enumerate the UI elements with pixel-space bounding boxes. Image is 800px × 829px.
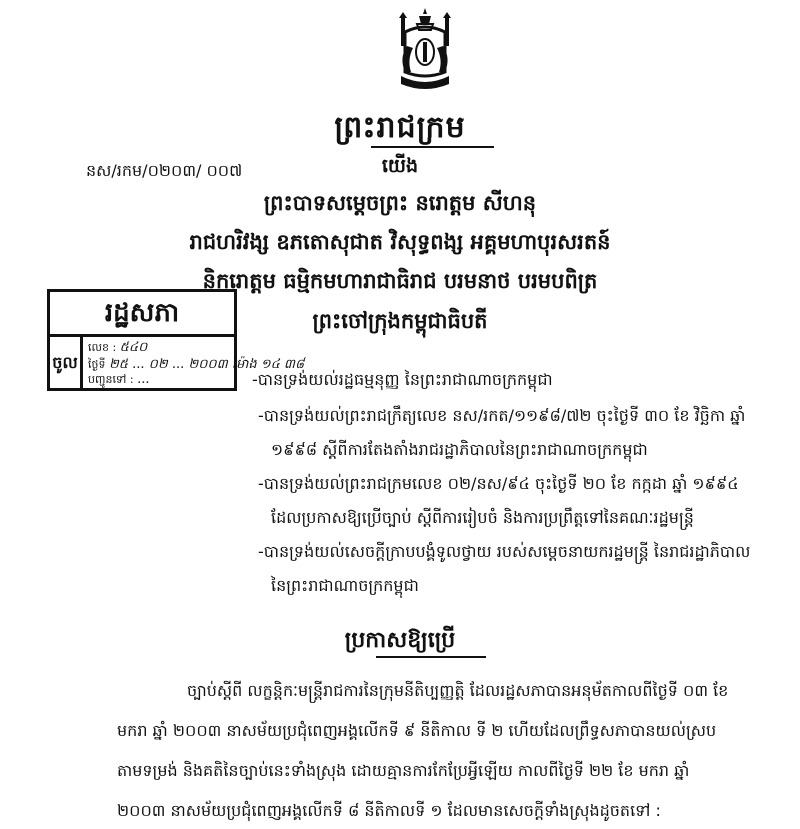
royal-titles-line-2: និករោត្ដម ធម្មិកមហារាជាធិរាជ បរមនាថ បរមបពិត្រ <box>202 269 598 293</box>
body-line-2: មករា ឆ្នាំ ២០០៣ នាសម័យប្រជុំពេញអង្គលើកទី ៩ នីតិកាល ទី ២ ហើយដែលព្រឹទ្ធសភាបានយល់ស្រប <box>117 721 717 740</box>
proclaim-heading: ប្រកាសឱ្យប្រើ <box>344 628 456 653</box>
stamp-row-number-value: ៥៤០ <box>119 340 148 355</box>
decree-we: យើង <box>381 155 419 177</box>
clause-4-cont: នៃព្រះរាជាណាចក្រកម្ពុជា <box>271 576 419 595</box>
clause-2: -បានទ្រង់យល់ព្រះរាជក្រឹត្យលេខ នស/រកត/១១៩៨/៧២ ចុះថ្ងៃទី ៣០ ខែ វិច្ឆិកា ឆ្នាំ <box>258 406 746 425</box>
clause-3: -បានទ្រង់យល់ព្រះរាជក្រមលេខ ០២/នស/៩៤ ចុះថ្ងៃទី ២០ ខែ កក្កដា ឆ្នាំ ១៩៩៤ <box>258 474 739 493</box>
stamp-row-date-value: ២៥ ... ០២ ... ២០០៣ ម៉ោង ១៤ ៣៨ <box>108 357 305 372</box>
stamp-row-forward-value: ... <box>137 372 150 387</box>
royal-titles-line-3: ព្រះចៅក្រុងកម្ពុជាធិបតី <box>312 309 488 333</box>
receipt-stamp <box>47 289 305 391</box>
stamp-row-date-label: ថ្ងៃទី <box>88 358 106 371</box>
proclaim-underline <box>376 656 486 658</box>
stamp-row-forward <box>88 372 150 389</box>
stamp-title: រដ្ឋសភា <box>50 292 234 337</box>
body-line-4: ២០០៣ នាសម័យប្រជុំពេញអង្គលើកទី ៨ នីតិកាលទី ១ ដែលមានសេចក្ដីទាំងស្រុងដូចតទៅ : <box>117 801 661 820</box>
royal-titles-line-1: រាជហរិវង្ស ឧភតោសុជាត វិសុទ្ធពង្ស អគ្គមហាបុរសរតន៍ <box>189 230 611 254</box>
body-line-1: ច្បាប់ស្ដីពី លក្ខន្តិកៈមន្ដ្រីរាជការនៃក្រុមនីតិប្បញ្ញត្ដិ ដែលរដ្ឋសភាបានអនុម័តកាលពីថ្ងៃទី ០៣ ខែ <box>187 681 729 700</box>
reference-number: នស/រកម/០២០៣/ ០០៧ <box>86 161 243 180</box>
clause-4: -បានទ្រង់យល់សេចក្ដីក្រាបបង្គំទូលថ្វាយ របស់សម្ដេចនាយករដ្ឋមន្ដ្រី នៃរាជរដ្ឋាភិបាល <box>258 542 751 561</box>
clause-1: -បានទ្រង់យល់រដ្ឋធម្មនុញ្ញ នៃព្រះរាជាណាចក្រកម្ពុជា <box>252 370 553 389</box>
stamp-side-label: ចូល <box>50 337 83 388</box>
body-line-3: តាមទម្រង់ និងគតិនៃច្បាប់នេះទាំងស្រុង ដោយគ្មានការកែប្រែអ្វីឡើយ កាលពីថ្ងៃទី ២២ ខែ មករា ឆ្នាំ <box>117 761 690 780</box>
stamp-row-number-label: លេខ : <box>88 341 117 354</box>
clause-3-cont: ដែលប្រកាសឱ្យប្រើច្បាប់ ស្ដីពីការរៀបចំ និងការប្រព្រឹត្ដទៅនៃគណៈរដ្ឋមន្ដ្រី <box>271 508 694 527</box>
clause-2-cont: ១៩៩៨ ស្ដីពីការតែងតាំងរាជរដ្ឋាភិបាលនៃព្រះរាជាណាចក្រកម្ពុជា <box>271 440 648 459</box>
decree-title: ព្រះរាជក្រម <box>334 110 466 145</box>
king-name: ព្រះបាទសម្ដេចព្រះ នរោត្ដម សីហនុ <box>263 191 537 215</box>
title-underline <box>371 146 494 148</box>
royal-coat-of-arms-icon <box>393 6 457 94</box>
stamp-row-forward-label: បញ្ជូនទៅ : <box>88 373 134 386</box>
